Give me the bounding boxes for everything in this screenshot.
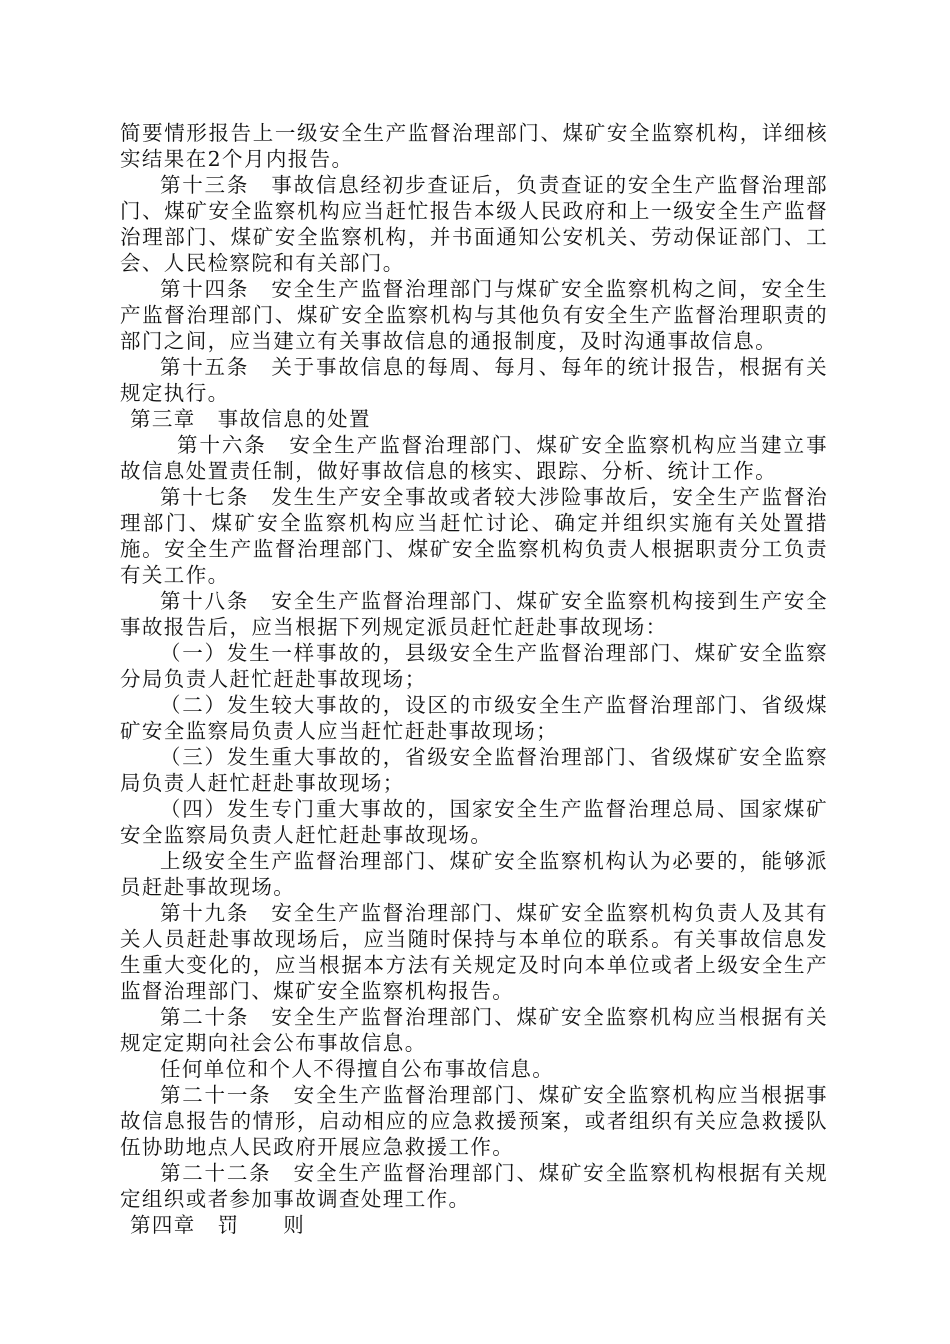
paragraph-report-summary: 简要情形报告上一级安全生产监督治理部门、煤矿安全监察机构，详细核实结果在2个月内报告。 [120, 121, 828, 171]
article-21: 第二十一条 安全生产监督治理部门、煤矿安全监察机构应当根据事故信息报告的情形，启动相应的应急救援预案，或者组织有关应急救援队伍协助地点人民政府开展应急救援工作。 [120, 1083, 828, 1159]
article-18-item-4: （四）发生专门重大事故的，国家安全生产监督治理总局、国家煤矿安全监察局负责人赶忙赶赴事故现场。 [120, 797, 828, 847]
article-22: 第二十二条 安全生产监督治理部门、煤矿安全监察机构根据有关规定组织或者参加事故调查处理工作。 [120, 1161, 828, 1211]
article-19: 第十九条 安全生产监督治理部门、煤矿安全监察机构负责人及其有关人员赶赴事故现场后，应当随时保持与本单位的联系。有关事故信息发生重大变化的，应当根据本方法有关规定及时向本单位或者上级安全生产监督治理部门、煤矿安全监察机构报告。 [120, 901, 828, 1003]
article-13: 第十三条 事故信息经初步查证后，负责查证的安全生产监督治理部门、煤矿安全监察机构应当赶忙报告本级人民政府和上一级安全生产监督治理部门、煤矿安全监察机构，并书面通知公安机关、劳动保证部门、工会、人民检察院和有关部门。 [120, 173, 828, 275]
article-15: 第十五条 关于事故信息的每周、每月、每年的统计报告，根据有关规定执行。 [120, 355, 828, 405]
article-18-item-1: （一）发生一样事故的，县级安全生产监督治理部门、煤矿安全监察分局负责人赶忙赶赴事故现场； [120, 641, 828, 691]
article-18-supplement: 上级安全生产监督治理部门、煤矿安全监察机构认为必要的，能够派员赶赴事故现场。 [120, 849, 828, 899]
article-14: 第十四条 安全生产监督治理部门与煤矿安全监察机构之间，安全生产监督治理部门、煤矿安全监察机构与其他负有安全生产监督治理职责的部门之间，应当建立有关事故信息的通报制度，及时沟通事故信息。 [120, 277, 828, 353]
article-16: 第十六条 安全生产监督治理部门、煤矿安全监察机构应当建立事故信息处置责任制，做好事故信息的核实、跟踪、分析、统计工作。 [120, 433, 828, 483]
article-18-item-3: （三）发生重大事故的，省级安全监督治理部门、省级煤矿安全监察局负责人赶忙赶赴事故现场； [120, 745, 828, 795]
article-17: 第十七条 发生生产安全事故或者较大涉险事故后，安全生产监督治理部门、煤矿安全监察机构应当赶忙讨论、确定并组织实施有关处置措施。安全生产监督治理部门、煤矿安全监察机构负责人根据职责分工负责有关工作。 [120, 485, 828, 587]
article-20: 第二十条 安全生产监督治理部门、煤矿安全监察机构应当根据有关规定定期向社会公布事故信息。 [120, 1005, 828, 1055]
article-18: 第十八条 安全生产监督治理部门、煤矿安全监察机构接到生产安全事故报告后，应当根据下列规定派员赶忙赶赴事故现场： [120, 589, 828, 639]
article-18-item-2: （二）发生较大事故的，设区的市级安全生产监督治理部门、省级煤矿安全监察局负责人应当赶忙赶赴事故现场； [120, 693, 828, 743]
chapter-3-heading: 第三章 事故信息的处置 [130, 407, 371, 431]
chapter-4-heading: 第四章 罚 则 [130, 1213, 306, 1237]
article-20-supplement: 任何单位和个人不得擅自公布事故信息。 [160, 1057, 555, 1081]
document-body [120, 120, 828, 1238]
